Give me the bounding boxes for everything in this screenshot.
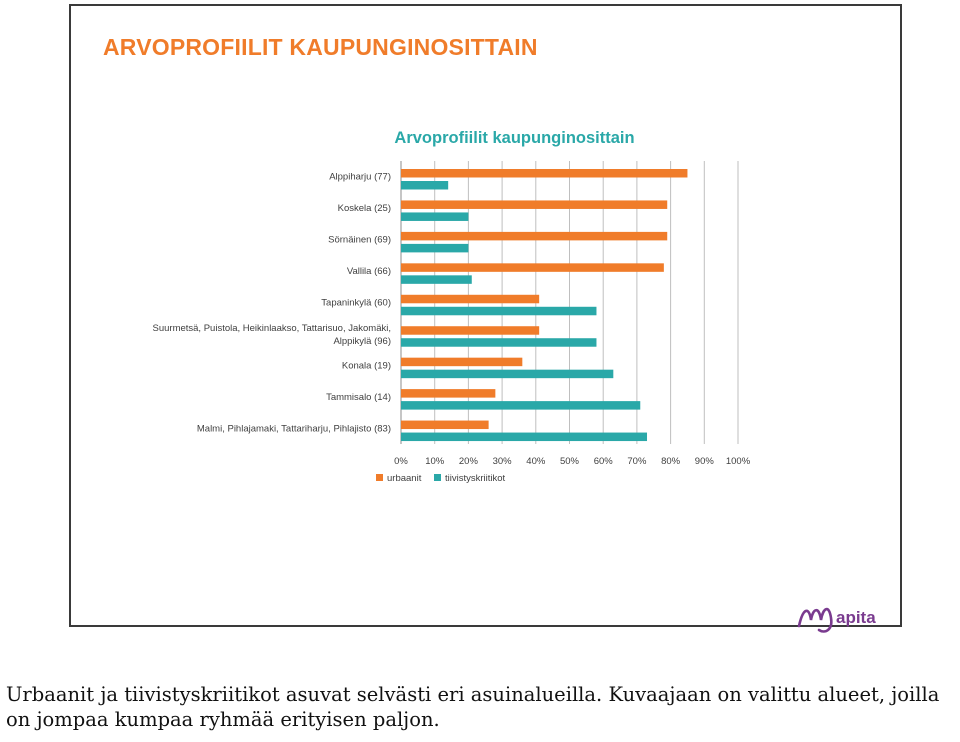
bar-urbaanit xyxy=(401,232,667,241)
bar-urbaanit xyxy=(401,421,489,430)
category-label: Alppiharju (77) xyxy=(329,171,391,183)
bar-tiivistyskriitikot xyxy=(401,181,448,190)
x-tick-label: 70% xyxy=(627,456,647,467)
bar-urbaanit xyxy=(401,358,522,367)
bar-chart xyxy=(71,6,900,625)
bar-urbaanit xyxy=(401,295,539,304)
bar-urbaanit xyxy=(401,200,667,209)
caption-text: Urbaanit ja tiivistyskriitikot asuvat selvästi eri asuinalueilla. Kuvaajaan on valittu alueet, joilla on jompaa kumpaa ryhmää erityisen paljon. xyxy=(6,683,940,731)
category-label: Alppikylä (96) xyxy=(333,335,391,347)
slide-frame xyxy=(69,4,902,627)
legend-label-tiivistyskriitikot: tiivistyskriitikot xyxy=(445,473,506,484)
bar-urbaanit xyxy=(401,389,495,398)
x-tick-label: 50% xyxy=(559,456,580,467)
x-tick-label: 90% xyxy=(694,456,714,467)
x-tick-label: 60% xyxy=(593,456,613,467)
legend-swatch-tiivistyskriitikot xyxy=(434,474,441,481)
x-tick-label: 20% xyxy=(458,456,478,467)
bar-tiivistyskriitikot xyxy=(401,338,596,347)
category-label: Malmi, Pihlajamaki, Tattariharju, Pihlajisto (83) xyxy=(196,423,391,435)
category-label: Suurmetsä, Puistola, Heikinlaakso, Tattarisuo, Jakomäki, xyxy=(152,322,391,334)
x-tick-label: 40% xyxy=(526,456,546,467)
slide-title: ARVOPROFIILIT KAUPUNGINOSITTAIN xyxy=(103,34,538,60)
legend-swatch-urbaanit xyxy=(376,474,383,481)
x-tick-label: 10% xyxy=(425,456,445,467)
bar-tiivistyskriitikot xyxy=(401,401,640,410)
bar-tiivistyskriitikot xyxy=(401,244,468,253)
category-label: Tapaninkylä (60) xyxy=(321,297,391,309)
x-tick-label: 0% xyxy=(394,456,408,467)
logo-text: apita xyxy=(836,608,876,627)
bar-tiivistyskriitikot xyxy=(401,370,613,379)
x-tick-label: 30% xyxy=(492,456,512,467)
bar-urbaanit xyxy=(401,326,539,335)
bar-urbaanit xyxy=(401,263,664,272)
bar-tiivistyskriitikot xyxy=(401,433,647,442)
category-label: Tammisalo (14) xyxy=(326,391,391,403)
x-tick-label: 80% xyxy=(661,456,681,467)
bar-tiivistyskriitikot xyxy=(401,212,468,221)
category-label: Koskela (25) xyxy=(337,203,391,215)
bar-tiivistyskriitikot xyxy=(401,275,472,284)
category-label: Sörnäinen (69) xyxy=(328,234,391,246)
chart-title: Arvoprofiilit kaupunginosittain xyxy=(394,129,635,147)
category-label: Vallila (66) xyxy=(346,266,391,278)
x-tick-label: 100% xyxy=(725,456,751,467)
legend-label-urbaanit: urbaanit xyxy=(387,473,422,484)
bar-urbaanit xyxy=(401,169,687,178)
bar-tiivistyskriitikot xyxy=(401,307,596,316)
category-label: Konala (19) xyxy=(341,360,391,372)
